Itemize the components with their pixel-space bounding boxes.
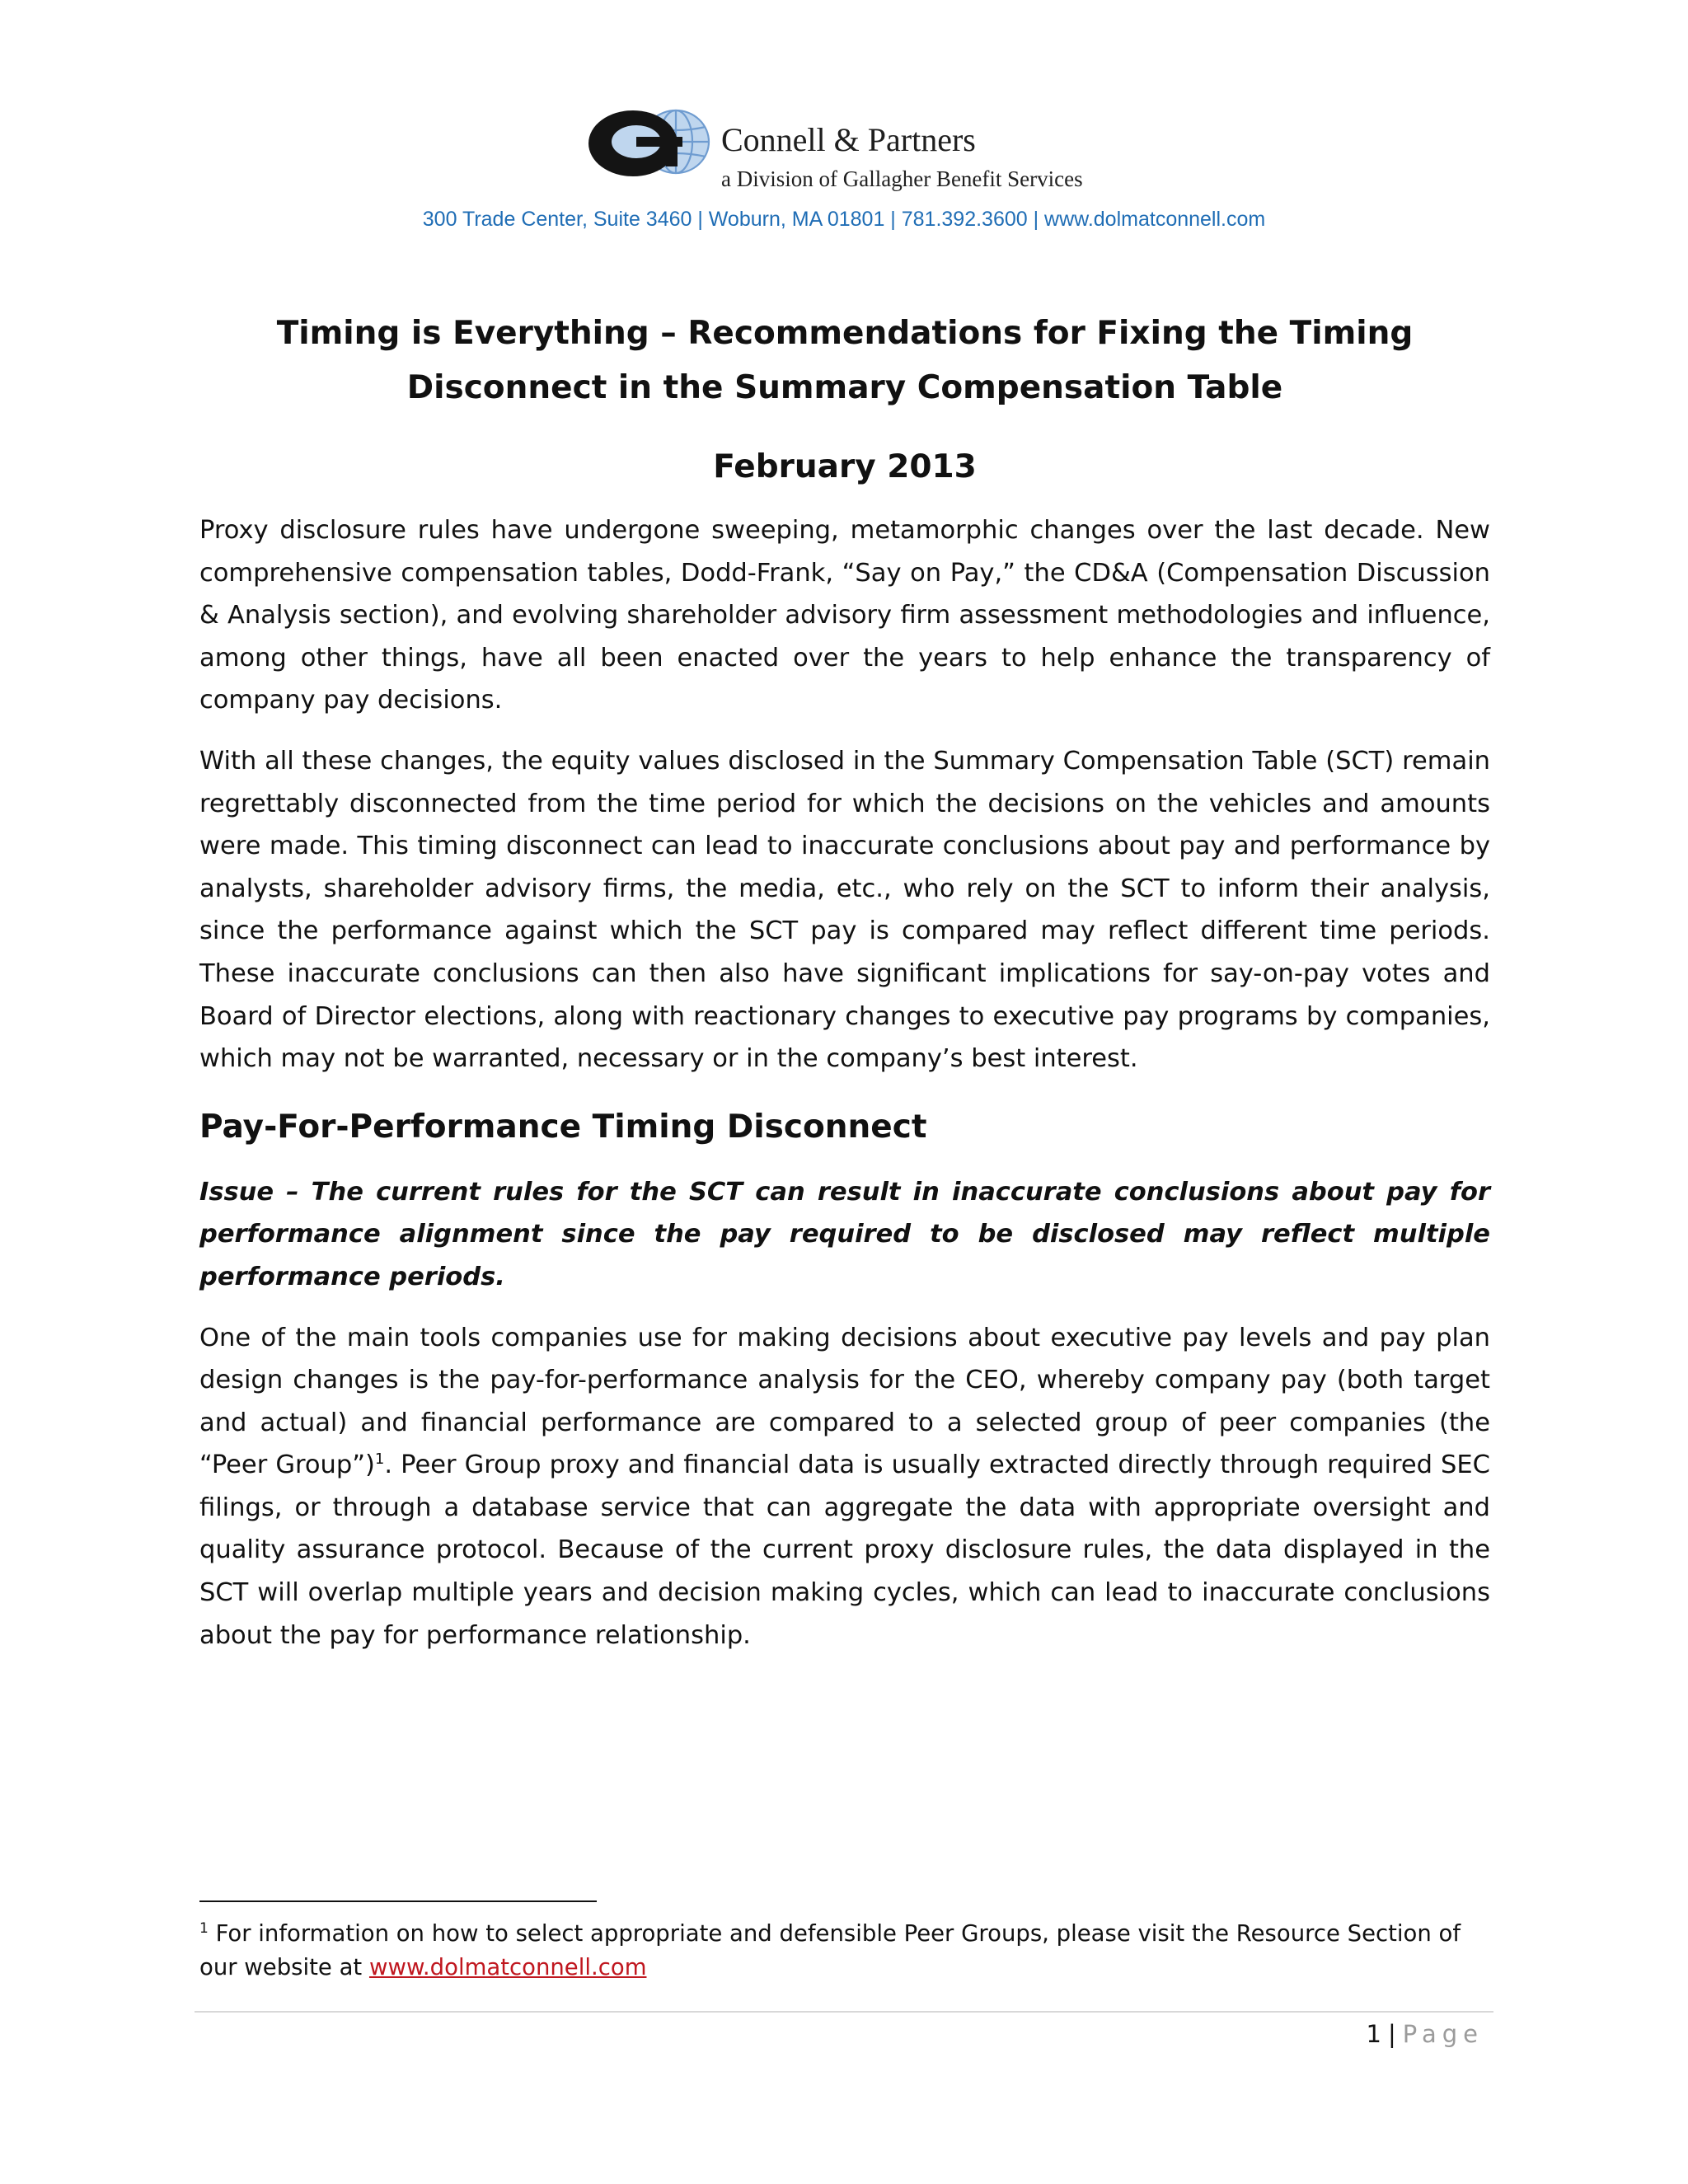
globe-g-logo-icon	[587, 105, 712, 180]
section-heading: Pay-For-Performance Timing Disconnect	[199, 1108, 927, 1146]
footnote	[199, 1917, 1502, 1985]
page-label: Page	[1402, 2020, 1484, 2048]
page-footer-separator: |	[1388, 2020, 1396, 2048]
document-title: Timing is Everything – Recommendations for Fixing the Timing Disconnect in the Summary Compensation Table	[276, 315, 1414, 406]
brand-subtitle: a Division of Gallagher Benefit Services	[721, 166, 1083, 191]
document-body	[199, 307, 1490, 1657]
website-link[interactable]: www.dolmatconnell.com	[368, 1954, 647, 1980]
footnote-number: 1	[199, 1919, 209, 1937]
paragraph-pay-for-performance	[199, 1317, 1490, 1657]
letterhead-address: 300 Trade Center, Suite 3460 | Woburn, MA 01801 | 781.392.3600 | www.dolmatconnell.com	[422, 208, 1266, 231]
footnote-divider	[199, 1900, 597, 1902]
page-footer-divider	[195, 2011, 1493, 2013]
page-footer	[1367, 2016, 1484, 2052]
document-date: February 2013	[713, 448, 977, 485]
letterhead	[0, 99, 1688, 239]
footnote-text: For information on how to select appropriate and defensible Peer Groups, please visit the Resource Section of our website at	[199, 1920, 1461, 1980]
brand-name: Connell & Partners	[721, 121, 976, 158]
paragraph-text-after-ref: . Peer Group proxy and financial data is usually extracted directly through required SEC filings, or through a database service that can aggregate the data with appropriate oversight and quality assurance protocol. Because of the current proxy disclosure rules, the data displayed in the SCT will overlap multiple years and decision making cycles, which can lead to inaccurate conclusions about the pay for performance relationship.	[199, 1451, 1490, 1650]
page-number: 1	[1366, 2020, 1381, 2048]
paragraph-text-before-ref: One of the main tools companies use for making decisions about executive pay levels and pay plan design changes is the pay-for-performance analysis for the CEO, whereby company pay (both target and actual) and financial performance are compared to a selected group of peer companies (the “Peer Group”)	[199, 1323, 1490, 1480]
footnote-reference[interactable]: 1	[374, 1451, 385, 1469]
paragraph-disconnect: With all these changes, the equity values disclosed in the Summary Compensation Table (SCT) remain regrettably disconnected from the time period for which the decisions on the vehicles and amounts were made. This timing disconnect can lead to inaccurate conclusions about pay and performance by analysts, shareholder advisory firms, the media, etc., who rely on the SCT to inform their analysis, since the performance against which the SCT pay is compared may reflect different time periods. These inaccurate conclusions can then also have significant implications for say-on-pay votes and Board of Director elections, along with reactionary changes to executive pay programs by companies, which may not be warranted, necessary or in the company’s best interest.	[199, 746, 1490, 1074]
paragraph-intro: Proxy disclosure rules have undergone sweeping, metamorphic changes over the last decade. New comprehensive compensation tables, Dodd-Frank, “Say on Pay,” the CD&A (Compensation Discussion & Analysis section), and evolving shareholder advisory firm assessment methodologies and influence, among other things, have all been enacted over the years to help enhance the transparency of company pay decisions.	[199, 516, 1490, 715]
issue-statement: Issue – The current rules for the SCT can result in inaccurate conclusions about pay for performance alignment since the pay required to be disclosed may reflect multiple performance periods.	[199, 1177, 1490, 1291]
